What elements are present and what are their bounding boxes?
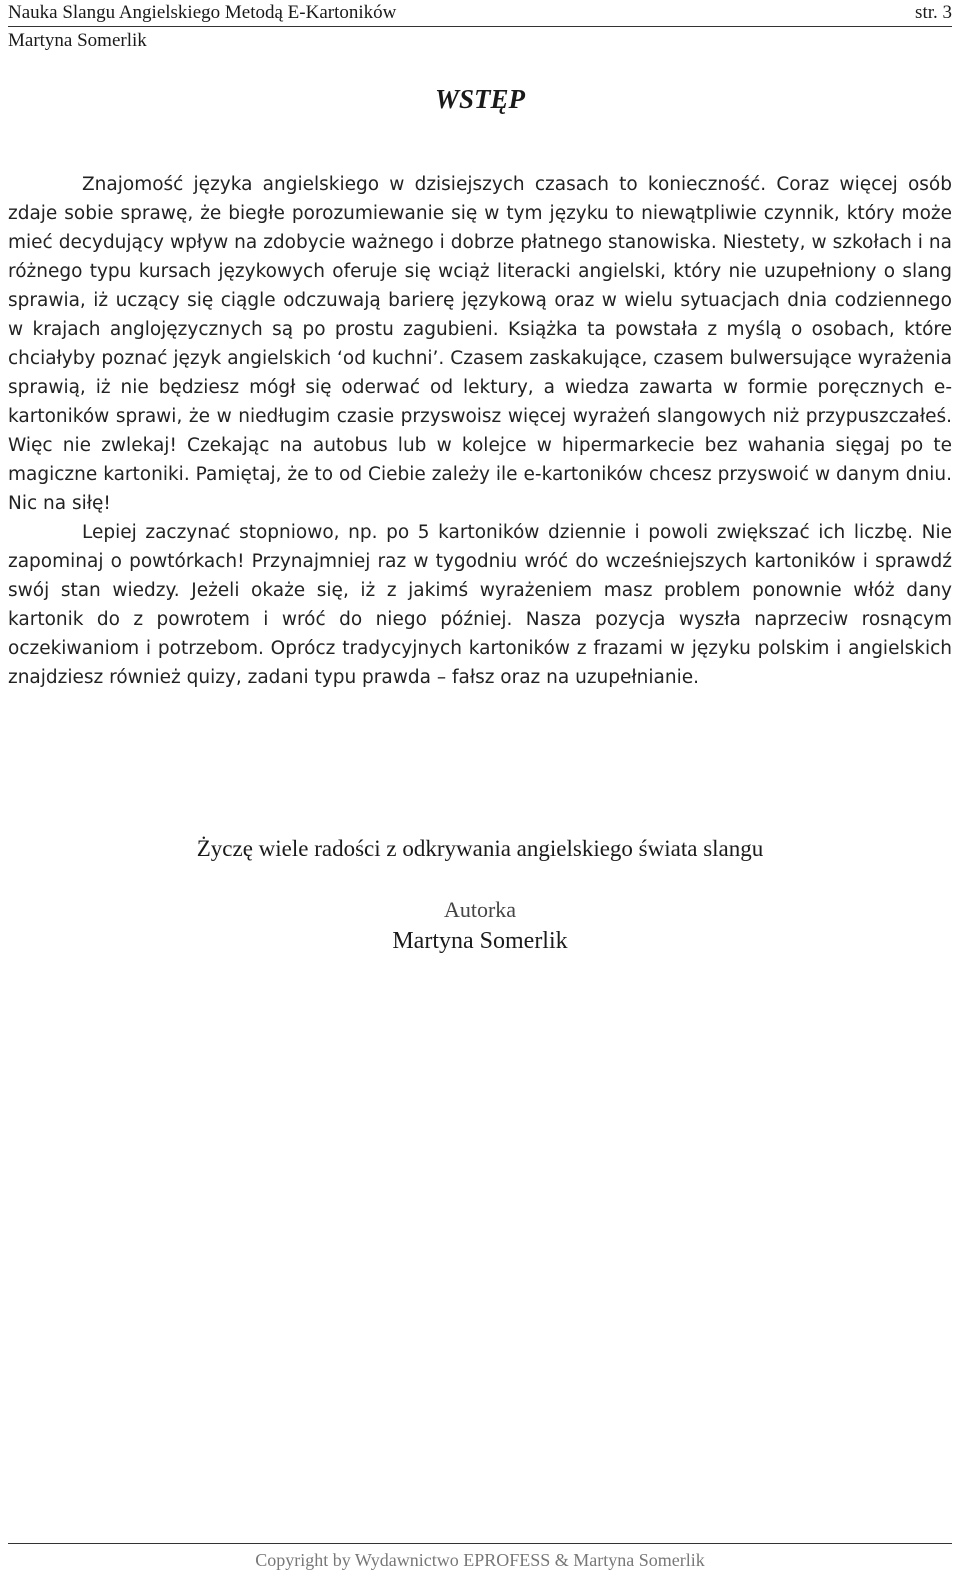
chapter-title: WSTĘP [434,84,526,114]
paragraph: Lepiej zaczynać stopniowo, np. po 5 kartoników dziennie i powoli zwiększać ich liczbę. Nie zapominaj o powtórkach! Przynajmniej raz w tygodniu wróć do wcześniejszych kartoników i sprawdź swój stan wiedzy. Jeżeli okaże się, iż z jakimś wyrażeniem masz problem ponownie włóż dany kartonik do z powrotem i wróć do niego później. Nasza pozycja wyszła naprzeciw rosnącym oczekiwaniom i potrzebom. Oprócz tradycyjnych kartoników z frazami w języku polskim i angielskich znajdziesz również quizy, zadani typu prawda – fałsz oraz na uzupełnianie. [8,522,952,688]
author-signature-name: Martyna Somerlik [392,928,568,954]
header-top-row [8,0,952,27]
page-header [8,0,952,55]
page-number: str. 3 [915,2,952,23]
paragraph: Znajomość języka angielskiego w dzisiejszych czasach to konieczność. Coraz więcej osób zdaje sobie sprawę, że biegłe porozumiewanie się w tym języku to niewątpliwie czynnik, który może mieć decydujący wpływ na zdobycie ważnego i dobrze płatnego stanowiska. Niestety, w szkołach i na różnego typu kursach językowych oferuje się wciąż literacki angielski, który nie uzupełniony o slang sprawia, iż uczący się ciągle odczuwają barierę językową oraz w wielu sytuacjach dnia codziennego w krajach anglojęzycznych są po prostu zagubieni. Książka ta powstała z myślą o osobach, które chciałyby poznać język angielskich ‘od kuchni’. Czasem zaskakujące, czasem bulwersujące wyrażenia sprawią, iż nie będziesz mógł się oderwać od lektury, a wiedza zawarta w formie poręcznych e-kartoników sprawi, że w niedługim czasie przyswoisz więcej wyrażeń slangowych niż przypuszczałeś. Więc nie zwlekaj! Czekając na autobus lub w kolejce w hipermarkecie bez wahania sięgaj po te magiczne kartoniki. Pamiętaj, że to od Ciebie zależy ile e-kartoników chcesz przyswoić w danym dniu. Nic na siłę! [8,174,952,514]
page-footer: Copyright by Wydawnictwo EPROFESS & Martyna Somerlik [8,1543,952,1571]
book-title: Nauka Slangu Angielskiego Metodą E-Kartoników [8,2,397,23]
header-author: Martyna Somerlik [8,30,147,51]
body-text [8,170,952,692]
closing-wish: Życzę wiele radości z odkrywania angielskiego świata slangu [196,836,764,861]
author-label: Autorka [443,897,517,922]
